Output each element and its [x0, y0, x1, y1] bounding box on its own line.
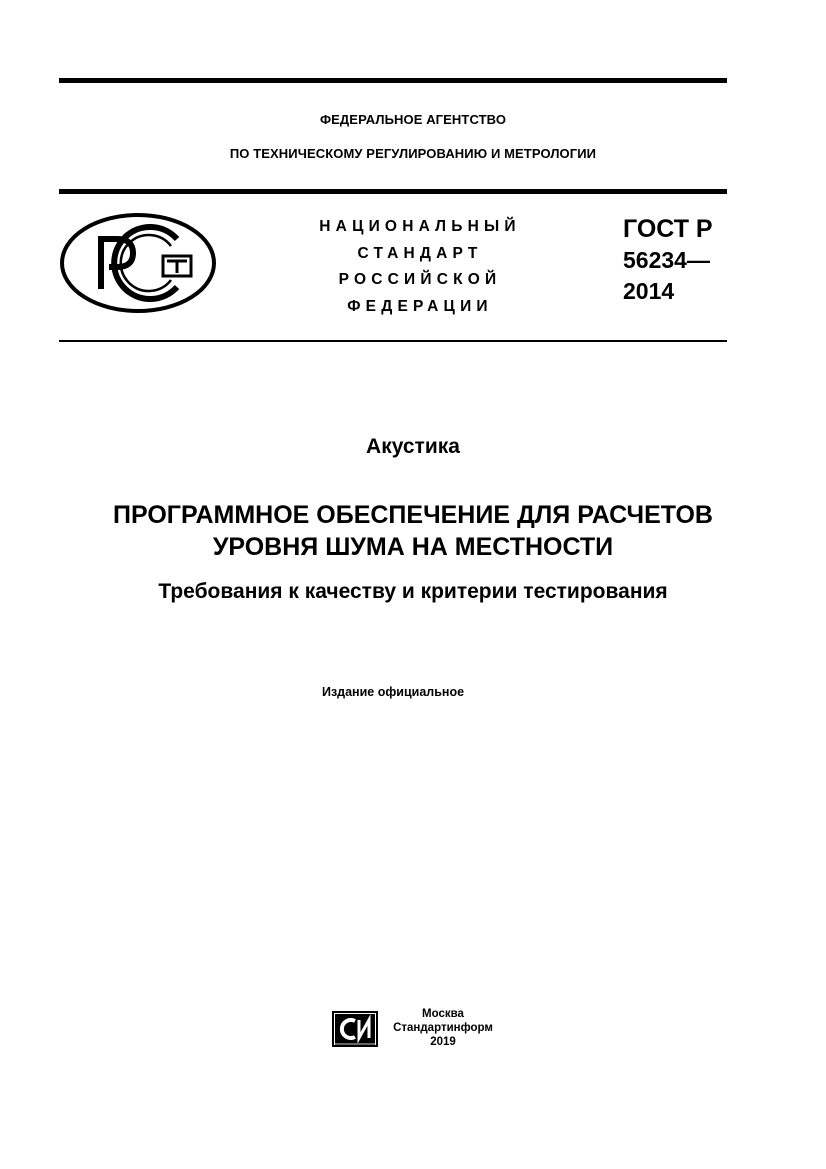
subtitle: Требования к качеству и критерии тестирования [158, 580, 668, 603]
section-rule [59, 340, 727, 342]
standard-designation [623, 214, 713, 307]
standard-type-line-4: ФЕДЕРАЦИИ [347, 297, 493, 315]
standard-type-line-2: СТАНДАРТ [357, 244, 483, 262]
header-rule [59, 189, 727, 194]
rst-certification-logo-icon [59, 211, 217, 315]
publisher-name: Стандартинформ [393, 1022, 493, 1034]
publisher-year: 2019 [430, 1036, 456, 1048]
standard-type [300, 214, 540, 320]
publisher-city: Москва [422, 1008, 464, 1020]
standard-type-line-3: РОССИЙСКОЙ [338, 271, 502, 288]
designation-number: 56234— [623, 247, 710, 273]
agency-line-1: ФЕДЕРАЛЬНОЕ АГЕНТСТВО [319, 112, 507, 127]
top-rule [59, 78, 727, 83]
standartinform-logo-icon [332, 1011, 378, 1047]
main-title-line-2: УРОВНЯ ШУМА НА МЕСТНОСТИ [212, 533, 614, 561]
designation-prefix: ГОСТ Р [623, 215, 713, 243]
field-title: Акустика [366, 435, 460, 458]
main-title-line-1: ПРОГРАММНОЕ ОБЕСПЕЧЕНИЕ ДЛЯ РАСЧЕТОВ [113, 501, 713, 529]
publisher-block [388, 1007, 498, 1049]
standard-type-line-1: НАЦИОНАЛЬНЫЙ [319, 218, 521, 235]
main-title [0, 499, 826, 563]
edition-note: Издание официальное [321, 685, 465, 699]
agency-line-2: ПО ТЕХНИЧЕСКОМУ РЕГУЛИРОВАНИЮ И МЕТРОЛОГИИ [229, 146, 597, 161]
designation-year: 2014 [623, 278, 675, 304]
